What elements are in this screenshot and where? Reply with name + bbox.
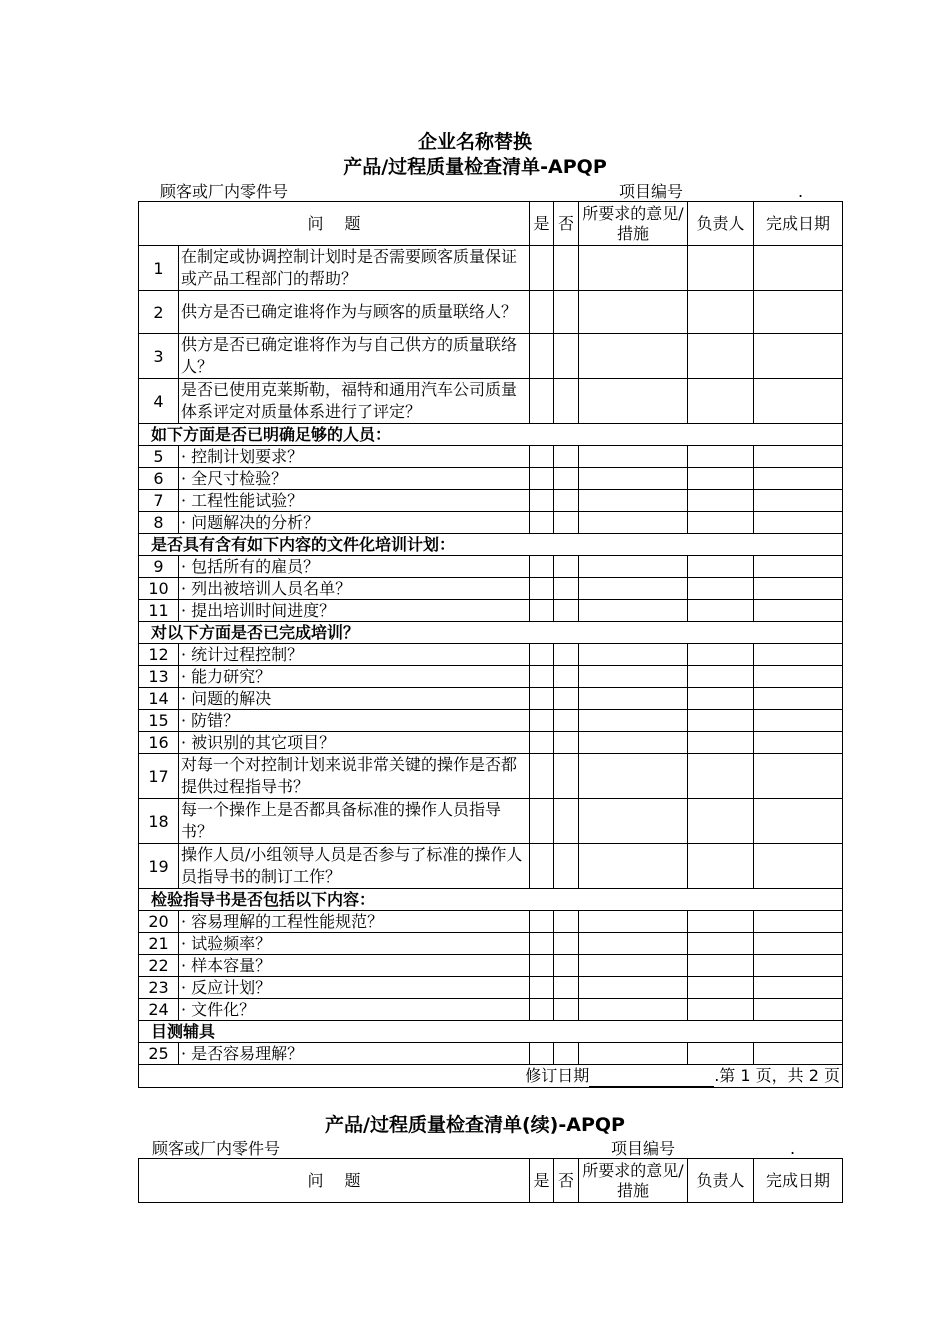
- opinion-cell[interactable]: [579, 799, 688, 844]
- yes-cell[interactable]: [530, 556, 554, 578]
- date-cell[interactable]: [754, 710, 843, 732]
- date-cell[interactable]: [754, 999, 843, 1021]
- project-no-field: [619, 179, 803, 202]
- question-text: 每一个操作上是否都具备标准的操作人员指导书？: [179, 799, 530, 844]
- question-text: 在制定或协调控制计划时是否需要顾客质量保证或产品工程部门的帮助？: [179, 246, 530, 291]
- date-cell[interactable]: [754, 844, 843, 889]
- item-number: 6: [139, 468, 179, 490]
- owner-cell[interactable]: [688, 512, 754, 534]
- date-cell[interactable]: [754, 291, 843, 334]
- question-text: · 问题解决的分析？: [179, 512, 530, 534]
- no-cell[interactable]: [554, 799, 579, 844]
- yes-cell[interactable]: [530, 710, 554, 732]
- no-cell[interactable]: [554, 688, 579, 710]
- table-row: [139, 246, 843, 291]
- customer-part-label: 顾客或厂内零件号: [160, 182, 289, 201]
- owner-cell[interactable]: [688, 799, 754, 844]
- question-text: · 容易理解的工程性能规范？: [179, 911, 530, 933]
- item-number: 24: [139, 999, 179, 1021]
- question-text: · 问题的解决: [179, 688, 530, 710]
- no-cell[interactable]: [554, 933, 579, 955]
- yes-cell[interactable]: [530, 688, 554, 710]
- customer-part-blank: [288, 185, 423, 202]
- table-row: [139, 977, 843, 999]
- question-text: · 包括所有的雇员？: [179, 556, 530, 578]
- no-cell[interactable]: [554, 844, 579, 889]
- no-cell[interactable]: [554, 754, 579, 799]
- date-cell[interactable]: [754, 578, 843, 600]
- continuation-table: [138, 1158, 843, 1203]
- opinion-cell[interactable]: [579, 977, 688, 999]
- yes-cell[interactable]: [530, 246, 554, 291]
- cont-customer-part-label: 顾客或厂内零件号: [152, 1139, 281, 1158]
- table-row: [139, 911, 843, 933]
- question-text: · 样本容量？: [179, 955, 530, 977]
- table-row: [139, 578, 843, 600]
- opinion-cell[interactable]: [579, 1043, 688, 1065]
- question-text: 操作人员/小组领导人员是否参与了标准的操作人员指导书的制订工作？: [179, 844, 530, 889]
- opinion-cell[interactable]: [579, 334, 688, 379]
- cont-col-no: 否: [554, 1159, 579, 1203]
- col-yes: 是: [530, 202, 554, 246]
- yes-cell[interactable]: [530, 1043, 554, 1065]
- yes-cell[interactable]: [530, 911, 554, 933]
- opinion-cell[interactable]: [579, 490, 688, 512]
- opinion-cell[interactable]: [579, 556, 688, 578]
- opinion-cell[interactable]: [579, 844, 688, 889]
- table-header-row: [139, 202, 843, 246]
- date-cell[interactable]: [754, 911, 843, 933]
- date-cell[interactable]: [754, 1043, 843, 1065]
- project-no-blank: [683, 185, 798, 202]
- yes-cell[interactable]: [530, 578, 554, 600]
- table-row: [139, 688, 843, 710]
- no-cell[interactable]: [554, 911, 579, 933]
- opinion-cell[interactable]: [579, 600, 688, 622]
- yes-cell[interactable]: [530, 955, 554, 977]
- item-number: 2: [139, 291, 179, 334]
- col-date: 完成日期: [754, 202, 843, 246]
- item-number: 23: [139, 977, 179, 999]
- table-row: [139, 468, 843, 490]
- no-cell[interactable]: [554, 512, 579, 534]
- section-title: 如下方面是否已明确足够的人员：: [139, 424, 843, 446]
- owner-cell[interactable]: [688, 955, 754, 977]
- owner-cell[interactable]: [688, 291, 754, 334]
- item-number: 19: [139, 844, 179, 889]
- item-number: 12: [139, 644, 179, 666]
- yes-cell[interactable]: [530, 732, 554, 754]
- item-number: 14: [139, 688, 179, 710]
- date-cell[interactable]: [754, 688, 843, 710]
- date-cell[interactable]: [754, 666, 843, 688]
- owner-cell[interactable]: [688, 999, 754, 1021]
- question-text: 供方是否已确定谁将作为与顾客的质量联络人？: [179, 291, 530, 334]
- opinion-cell[interactable]: [579, 754, 688, 799]
- owner-cell[interactable]: [688, 666, 754, 688]
- yes-cell[interactable]: [530, 999, 554, 1021]
- no-cell[interactable]: [554, 379, 579, 424]
- no-cell[interactable]: [554, 490, 579, 512]
- section-title: 对以下方面是否已完成培训？: [139, 622, 843, 644]
- yes-cell[interactable]: [530, 799, 554, 844]
- question-text: · 提出培训时间进度？: [179, 600, 530, 622]
- cont-project-no-blank: [675, 1142, 790, 1159]
- opinion-cell[interactable]: [579, 911, 688, 933]
- no-cell[interactable]: [554, 732, 579, 754]
- date-cell[interactable]: [754, 955, 843, 977]
- no-cell[interactable]: [554, 1043, 579, 1065]
- question-text: · 是否容易理解？: [179, 1043, 530, 1065]
- date-cell[interactable]: [754, 977, 843, 999]
- no-cell[interactable]: [554, 955, 579, 977]
- item-number: 1: [139, 246, 179, 291]
- yes-cell[interactable]: [530, 512, 554, 534]
- page-number: .第 1 页，共 2 页: [714, 1066, 840, 1085]
- owner-cell[interactable]: [688, 379, 754, 424]
- owner-cell[interactable]: [688, 1043, 754, 1065]
- item-number: 16: [139, 732, 179, 754]
- cont-col-owner: 负责人: [688, 1159, 754, 1203]
- item-number: 13: [139, 666, 179, 688]
- opinion-cell[interactable]: [579, 578, 688, 600]
- opinion-cell[interactable]: [579, 710, 688, 732]
- no-cell[interactable]: [554, 600, 579, 622]
- yes-cell[interactable]: [530, 600, 554, 622]
- cont-customer-part-blank: [280, 1142, 415, 1159]
- owner-cell[interactable]: [688, 977, 754, 999]
- owner-cell[interactable]: [688, 334, 754, 379]
- footer-row: [139, 1065, 843, 1088]
- table-row: [139, 732, 843, 754]
- table-row: [139, 1043, 843, 1065]
- date-cell[interactable]: [754, 732, 843, 754]
- item-number: 25: [139, 1043, 179, 1065]
- item-number: 11: [139, 600, 179, 622]
- date-cell[interactable]: [754, 446, 843, 468]
- no-cell[interactable]: [554, 468, 579, 490]
- date-cell[interactable]: [754, 334, 843, 379]
- cont-col-date: 完成日期: [754, 1159, 843, 1203]
- cont-end-dot: .: [790, 1139, 796, 1158]
- item-number: 4: [139, 379, 179, 424]
- item-number: 9: [139, 556, 179, 578]
- customer-part-field: [160, 179, 423, 202]
- section-header-row: [139, 424, 843, 446]
- question-text: · 能力研究？: [179, 666, 530, 688]
- owner-cell[interactable]: [688, 732, 754, 754]
- table-row: [139, 999, 843, 1021]
- table-row: [139, 955, 843, 977]
- table-row: [139, 754, 843, 799]
- question-text: · 列出被培训人员名单？: [179, 578, 530, 600]
- date-cell[interactable]: [754, 246, 843, 291]
- owner-cell[interactable]: [688, 710, 754, 732]
- owner-cell[interactable]: [688, 490, 754, 512]
- company-name: 企业名称替换: [417, 131, 532, 153]
- yes-cell[interactable]: [530, 933, 554, 955]
- cont-customer-part-field: [152, 1136, 415, 1159]
- table-row: [139, 844, 843, 889]
- table-row: [139, 933, 843, 955]
- opinion-cell[interactable]: [579, 999, 688, 1021]
- yes-cell[interactable]: [530, 446, 554, 468]
- question-text: · 文件化？: [179, 999, 530, 1021]
- footer-cell: [139, 1065, 843, 1088]
- table-row: [139, 334, 843, 379]
- item-number: 10: [139, 578, 179, 600]
- no-cell[interactable]: [554, 556, 579, 578]
- section-header-row: [139, 622, 843, 644]
- col-opinion: 所要求的意见/措施: [579, 202, 688, 246]
- date-cell[interactable]: [754, 600, 843, 622]
- owner-cell[interactable]: [688, 754, 754, 799]
- no-cell[interactable]: [554, 710, 579, 732]
- item-number: 20: [139, 911, 179, 933]
- yes-cell[interactable]: [530, 379, 554, 424]
- end-dot: .: [798, 182, 804, 201]
- no-cell[interactable]: [554, 644, 579, 666]
- date-cell[interactable]: [754, 490, 843, 512]
- owner-cell[interactable]: [688, 468, 754, 490]
- section-title: 检验指导书是否包括以下内容：: [139, 889, 843, 911]
- section-header-row: [139, 1021, 843, 1043]
- cont-project-no-field: [611, 1136, 795, 1159]
- item-number: 17: [139, 754, 179, 799]
- table-row: [139, 446, 843, 468]
- table-row: [139, 291, 843, 334]
- col-question: 问 题: [139, 202, 530, 246]
- page-title: 产品/过程质量检查清单-APQP: [343, 156, 607, 178]
- cont-col-yes: 是: [530, 1159, 554, 1203]
- date-cell[interactable]: [754, 799, 843, 844]
- yes-cell[interactable]: [530, 490, 554, 512]
- table-row: [139, 644, 843, 666]
- revision-date-label: 修订日期: [525, 1066, 590, 1085]
- opinion-cell[interactable]: [579, 512, 688, 534]
- item-number: 5: [139, 446, 179, 468]
- table-row: [139, 600, 843, 622]
- col-no: 否: [554, 202, 579, 246]
- yes-cell[interactable]: [530, 644, 554, 666]
- owner-cell[interactable]: [688, 911, 754, 933]
- opinion-cell[interactable]: [579, 666, 688, 688]
- item-number: 22: [139, 955, 179, 977]
- yes-cell[interactable]: [530, 844, 554, 889]
- item-number: 8: [139, 512, 179, 534]
- project-no-label: 项目编号: [619, 182, 684, 201]
- no-cell[interactable]: [554, 291, 579, 334]
- table-row: [139, 556, 843, 578]
- owner-cell[interactable]: [688, 246, 754, 291]
- cont-col-opinion: 所要求的意见/措施: [579, 1159, 688, 1203]
- table-row: [139, 666, 843, 688]
- opinion-cell[interactable]: [579, 291, 688, 334]
- question-text: 对每一个对控制计划来说非常关键的操作是否都提供过程指导书？: [179, 754, 530, 799]
- yes-cell[interactable]: [530, 291, 554, 334]
- cont-header-row: [139, 1159, 843, 1203]
- cont-col-question: 问 题: [139, 1159, 530, 1203]
- yes-cell[interactable]: [530, 334, 554, 379]
- no-cell[interactable]: [554, 666, 579, 688]
- continuation-title: 产品/过程质量检查清单(续)-APQP: [325, 1114, 625, 1136]
- owner-cell[interactable]: [688, 556, 754, 578]
- opinion-cell[interactable]: [579, 379, 688, 424]
- no-cell[interactable]: [554, 334, 579, 379]
- opinion-cell[interactable]: [579, 688, 688, 710]
- yes-cell[interactable]: [530, 754, 554, 799]
- table-row: [139, 490, 843, 512]
- question-text: · 被识别的其它项目？: [179, 732, 530, 754]
- table-row: [139, 710, 843, 732]
- table-row: [139, 512, 843, 534]
- cont-project-no-label: 项目编号: [611, 1139, 676, 1158]
- question-text: · 防错？: [179, 710, 530, 732]
- date-cell[interactable]: [754, 512, 843, 534]
- owner-cell[interactable]: [688, 844, 754, 889]
- date-cell[interactable]: [754, 754, 843, 799]
- question-text: · 工程性能试验？: [179, 490, 530, 512]
- yes-cell[interactable]: [530, 977, 554, 999]
- opinion-cell[interactable]: [579, 246, 688, 291]
- no-cell[interactable]: [554, 999, 579, 1021]
- owner-cell[interactable]: [688, 600, 754, 622]
- opinion-cell[interactable]: [579, 732, 688, 754]
- date-cell[interactable]: [754, 644, 843, 666]
- item-number: 15: [139, 710, 179, 732]
- section-title: 是否具有含有如下内容的文件化培训计划：: [139, 534, 843, 556]
- opinion-cell[interactable]: [579, 446, 688, 468]
- item-number: 7: [139, 490, 179, 512]
- item-number: 3: [139, 334, 179, 379]
- checklist-table: [138, 201, 843, 1088]
- owner-cell[interactable]: [688, 446, 754, 468]
- item-number: 18: [139, 799, 179, 844]
- opinion-cell[interactable]: [579, 955, 688, 977]
- opinion-cell[interactable]: [579, 468, 688, 490]
- question-text: · 试验频率？: [179, 933, 530, 955]
- no-cell[interactable]: [554, 446, 579, 468]
- table-row: [139, 799, 843, 844]
- question-text: · 控制计划要求？: [179, 446, 530, 468]
- owner-cell[interactable]: [688, 688, 754, 710]
- opinion-cell[interactable]: [579, 933, 688, 955]
- owner-cell[interactable]: [688, 644, 754, 666]
- table-row: [139, 379, 843, 424]
- date-cell[interactable]: [754, 556, 843, 578]
- owner-cell[interactable]: [688, 578, 754, 600]
- section-title: 目测辅具: [139, 1021, 843, 1043]
- section-header-row: [139, 889, 843, 911]
- section-header-row: [139, 534, 843, 556]
- date-cell[interactable]: [754, 933, 843, 955]
- no-cell[interactable]: [554, 578, 579, 600]
- question-text: 供方是否已确定谁将作为与自己供方的质量联络人？: [179, 334, 530, 379]
- question-text: · 统计过程控制？: [179, 644, 530, 666]
- no-cell[interactable]: [554, 977, 579, 999]
- owner-cell[interactable]: [688, 933, 754, 955]
- question-text: 是否已使用克莱斯勒，福特和通用汽车公司质量体系评定对质量体系进行了评定？: [179, 379, 530, 424]
- col-owner: 负责人: [688, 202, 754, 246]
- item-number: 21: [139, 933, 179, 955]
- question-text: · 全尺寸检验？: [179, 468, 530, 490]
- date-cell[interactable]: [754, 379, 843, 424]
- opinion-cell[interactable]: [579, 644, 688, 666]
- yes-cell[interactable]: [530, 468, 554, 490]
- yes-cell[interactable]: [530, 666, 554, 688]
- no-cell[interactable]: [554, 246, 579, 291]
- revision-date-blank: [589, 1068, 714, 1087]
- date-cell[interactable]: [754, 468, 843, 490]
- question-text: · 反应计划？: [179, 977, 530, 999]
